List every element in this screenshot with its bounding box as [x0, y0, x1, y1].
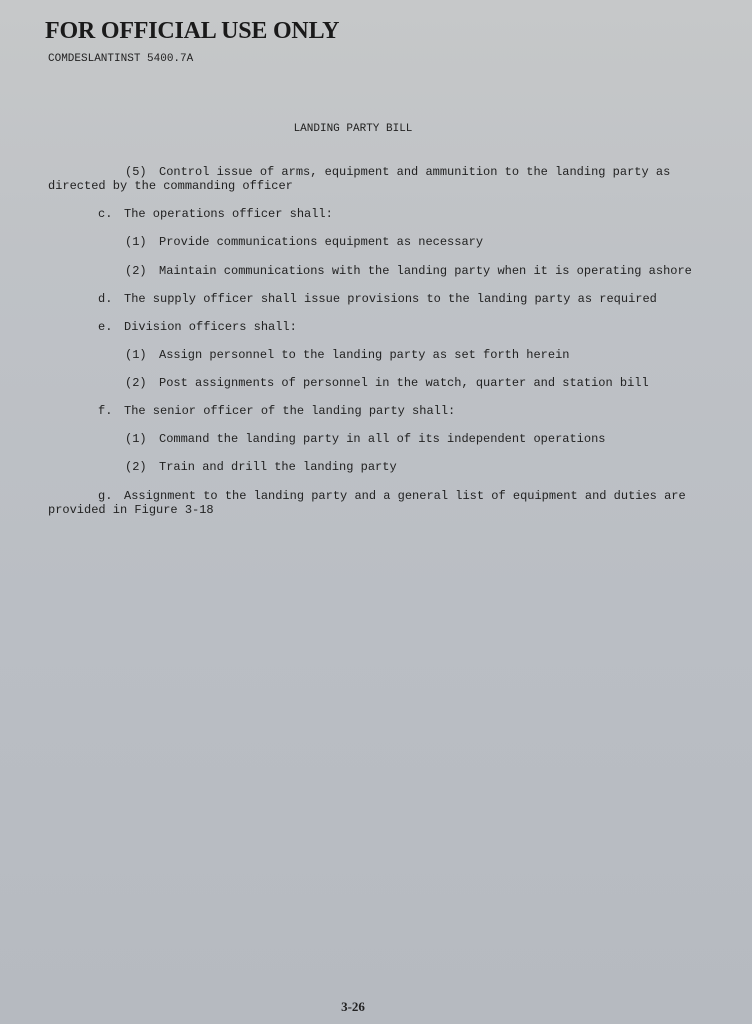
item-c-1 — [125, 235, 483, 249]
item-5-line-1 — [125, 165, 670, 179]
item-text: Provide communications equipment as necessary — [159, 235, 484, 249]
item-label: d. — [98, 292, 113, 306]
item-text: Command the landing party in all of its independent operations — [159, 432, 606, 446]
item-text: Assignment to the landing party and a general list of equipment and duties are — [124, 489, 686, 503]
item-label: f. — [98, 404, 113, 418]
item-text: Post assignments of personnel in the watch, quarter and station bill — [159, 376, 649, 390]
item-text: Control issue of arms, equipment and ammunition to the landing party as — [159, 165, 671, 179]
item-f-1 — [125, 432, 605, 446]
item-label: (2) — [125, 460, 147, 474]
item-label: e. — [98, 320, 113, 334]
item-c-2 — [125, 264, 692, 278]
item-label: (1) — [125, 348, 147, 362]
document-id: COMDESLANTINST 5400.7A — [48, 53, 194, 65]
page-number: 3-26 — [341, 999, 365, 1014]
item-text: Division officers shall: — [124, 320, 297, 334]
item-text: The senior officer of the landing party shall: — [124, 404, 456, 418]
item-5-line-2: directed by the commanding officer — [48, 179, 293, 193]
item-f-2 — [125, 460, 397, 474]
page-title: LANDING PARTY BILL — [293, 123, 413, 135]
item-label: g. — [98, 489, 113, 503]
item-c — [98, 207, 333, 221]
item-e-1 — [125, 348, 569, 362]
item-text: Train and drill the landing party — [159, 460, 397, 474]
item-label: (1) — [125, 235, 147, 249]
item-g-line-1 — [98, 489, 686, 503]
item-text: The operations officer shall: — [124, 207, 333, 221]
classification-header: FOR OFFICIAL USE ONLY — [45, 18, 340, 44]
item-label: c. — [98, 207, 113, 221]
item-text: Maintain communications with the landing party when it is operating ashore — [159, 264, 692, 278]
item-e — [98, 320, 297, 334]
item-label: (1) — [125, 432, 147, 446]
item-text: The supply officer shall issue provisions to the landing party as required — [124, 292, 657, 306]
item-label: (2) — [125, 264, 147, 278]
item-text: Assign personnel to the landing party as set forth herein — [159, 348, 570, 362]
item-g-line-2: provided in Figure 3-18 — [48, 503, 214, 517]
item-e-2 — [125, 376, 649, 390]
item-label: (2) — [125, 376, 147, 390]
item-d — [98, 292, 657, 306]
item-label: (5) — [125, 165, 147, 179]
item-f — [98, 404, 455, 418]
